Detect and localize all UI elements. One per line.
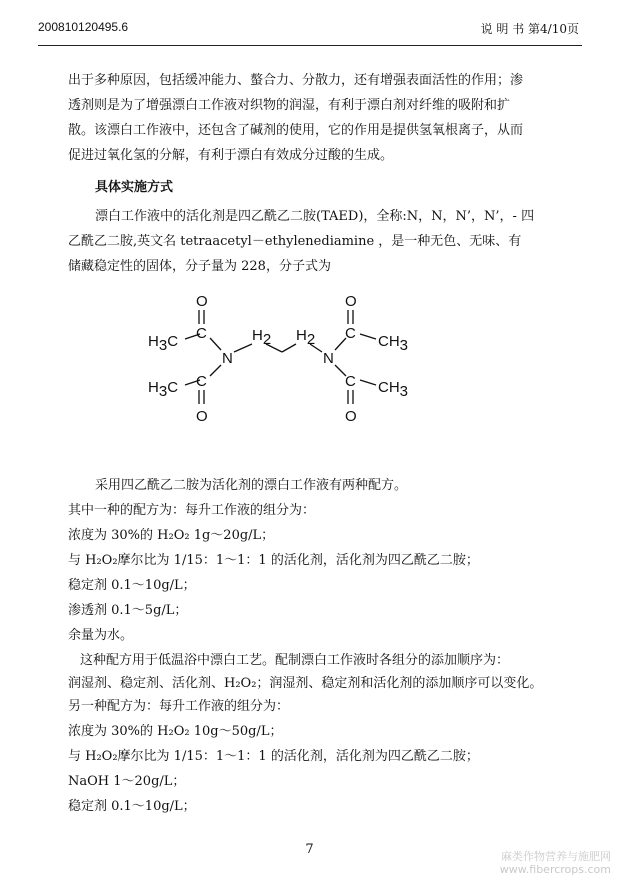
- text-line-14: 渗透剂 0.1～5g/L；: [68, 603, 188, 618]
- atom-ch3-top-right: CH3: [378, 333, 409, 354]
- text-line-16: 这种配方用于低温浴中漂白工艺。配制漂白工作液时各组分的添加顺序为：: [80, 653, 510, 668]
- text-line-12: 与 H₂O₂摩尔比为 1/15：1～1：1 的活化剂，活化剂为四乙酰乙二胺；: [68, 553, 479, 568]
- atom-n-right: N: [323, 350, 334, 367]
- watermark: [500, 850, 611, 876]
- document-number: 200810120495.6: [38, 20, 129, 34]
- atom-h3c-top: H3C: [148, 333, 179, 354]
- text-line-10: 其中一种的配方为：每升工作液的组分为：: [68, 503, 316, 518]
- section-heading: 具体实施方式: [95, 180, 174, 195]
- text-line-2: 透剂则是为了增强漂白工作液对织物的润湿，有利于漂白剂对纤维的吸附和扩: [68, 98, 511, 113]
- text-line-3: 散。该漂白工作液中，还包含了碱剂的使用，它的作用是提供氢氧根离子，从而: [68, 123, 524, 138]
- atom-o-top-left: O: [196, 293, 208, 310]
- atom-c-top-left: C: [196, 325, 207, 342]
- watermark-line-2: www.fibercrops.com: [499, 863, 611, 876]
- bond-c-ch3-right-top: [360, 334, 376, 339]
- atom-c-bottom-left: C: [196, 373, 207, 390]
- header-divider: [38, 45, 582, 46]
- watermark-line-1: 麻类作物营养与施肥网: [501, 850, 611, 863]
- atom-n-left: N: [222, 350, 233, 367]
- atom-o-bottom-left: O: [196, 408, 208, 425]
- atom-h3c-bottom: H3C: [148, 379, 179, 400]
- atom-o-top-right: O: [345, 293, 357, 310]
- text-line-21: NaOH 1～20g/L；: [68, 774, 186, 789]
- text-line-22: 稳定剂 0.1～10g/L；: [68, 799, 196, 814]
- text-line-6: 漂白工作液中的活化剂是四乙酰乙二胺(TAED)，全称:N，N，N’，N’，- 四: [95, 209, 535, 224]
- bond-n-c-left-bottom: [210, 365, 221, 376]
- taed-structure-diagram: [130, 290, 490, 440]
- text-line-13: 稳定剂 0.1～10g/L；: [68, 578, 196, 593]
- text-line-17: 润湿剂、稳定剂、活化剂、H₂O₂；润湿剂、稳定剂和活化剂的添加顺序可以变化。: [68, 676, 543, 691]
- text-line-9: 采用四乙酰乙二胺为活化剂的漂白工作液有两种配方。: [95, 478, 408, 493]
- bond-n-ch2-left: [234, 344, 252, 352]
- atom-c-bottom-right: C: [345, 373, 356, 390]
- section-label: 说 明 书 第4/10页: [480, 22, 579, 36]
- atom-o-bottom-right: O: [345, 408, 357, 425]
- page-number: 7: [305, 842, 314, 857]
- bond-c-n-left-top: [210, 338, 221, 350]
- atom-c-top-right: C: [345, 325, 356, 342]
- text-line-15: 余量为水。: [68, 628, 134, 643]
- atom-ch2-left: H2: [252, 327, 272, 348]
- text-line-7: 乙酰乙二胺,英文名 tetraacetyl－ethylenediamine ，是一种无色、无味、有: [68, 234, 522, 249]
- text-line-1: 出于多种原因，包括缓冲能力、螯合力、分散力，还有增强表面活性的作用；渗: [68, 73, 524, 88]
- bond-c-ch3-right-bottom: [360, 380, 376, 385]
- atom-ch3-bottom-right: CH3: [378, 379, 409, 400]
- text-line-19: 浓度为 30%的 H₂O₂ 10g～50g/L；: [68, 724, 283, 739]
- text-line-4: 促进过氧化氢的分解，有利于漂白有效成分过酸的生成。: [68, 148, 394, 163]
- text-line-11: 浓度为 30%的 H₂O₂ 1g～20g/L；: [68, 528, 275, 543]
- text-line-8: 储藏稳定性的固体，分子量为 228，分子式为: [68, 259, 331, 274]
- atom-ch2-right: H2: [296, 327, 316, 348]
- text-line-20: 与 H₂O₂摩尔比为 1/15：1～1：1 的活化剂，活化剂为四乙酰乙二胺；: [68, 749, 479, 764]
- bond-ch2-ch2-b: [282, 344, 296, 352]
- text-line-18: 另一种配方为：每升工作液的组分为：: [68, 699, 290, 714]
